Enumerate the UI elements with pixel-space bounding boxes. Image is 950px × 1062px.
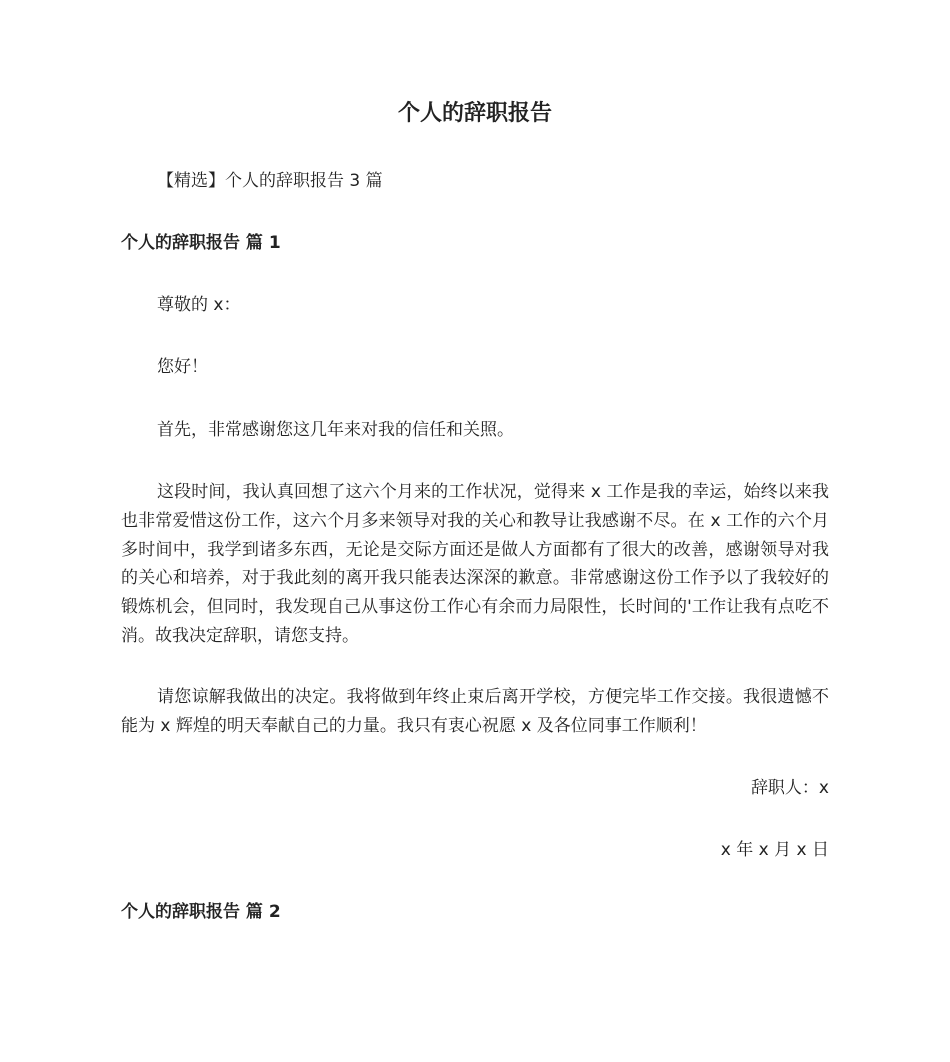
intro-line: 【精选】个人的辞职报告 3 篇	[157, 171, 383, 191]
document-title: 个人的辞职报告	[397, 101, 552, 126]
salutation: 尊敬的 x：	[157, 295, 241, 315]
section-heading-2: 个人的辞职报告 篇 2	[121, 902, 281, 922]
paragraph-body: 这段时间，我认真回想了这六个月来的工作状况，觉得来 x 工作是我的幸运，始终以来我也非常爱惜这份工作，这六个月多来领导对我的关心和教导让我感谢不尽。在 x 工作的六个月多时间中，我学到诸多东西，无论是交际方面还是做人方面都有了很大的改善，感谢领导对我的关心和培养，对于我此刻的离开我只能表达深深的歉意。非常感谢这份工作予以了我较好的锻炼机会，但同时，我发现自己从事这份工作心有余而力局限性，长时间的'工作让我有点吃不消。故我决定辞职，请您支持。	[121, 482, 829, 646]
paragraph-thanks: 首先，非常感谢您这几年来对我的信任和关照。	[157, 420, 514, 440]
signature: 辞职人：x	[750, 778, 829, 798]
paragraph-closing: 请您谅解我做出的决定。我将做到年终止束后离开学校，方便完毕工作交接。我很遗憾不能为 x 辉煌的明天奉献自己的力量。我只有衷心祝愿 x 及各位同事工作顺利！	[121, 687, 829, 736]
greeting: 您好！	[157, 357, 208, 377]
signature-date: x 年 x 月 x 日	[720, 840, 829, 860]
section-heading-1: 个人的辞职报告 篇 1	[121, 233, 281, 253]
